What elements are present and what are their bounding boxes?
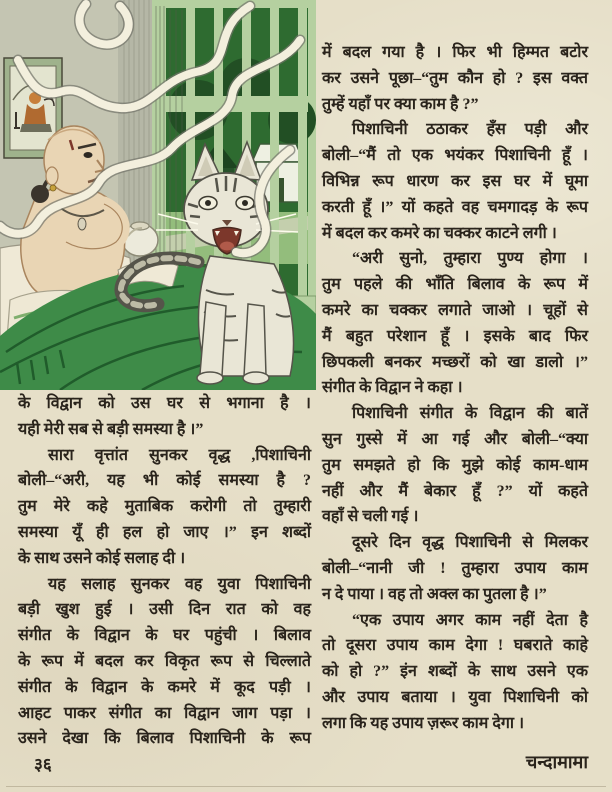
text-line: में बदल गया है । फिर भी हिम्मत बटोर [322,44,588,61]
text-line: में बदल कर कमरे का चक्कर काटने लगी । [322,224,557,242]
text-line: वहाँ से चली गई । [322,508,419,526]
text-line: के साथ उसने कोई सलाह दी । [18,549,186,567]
text-line: दूसरे दिन वृद्ध पिशाचिनी से मिलकर [352,534,588,552]
text-line: समस्या यूँ ही हल हो जाए ।” इन शब्दों [18,523,311,541]
text-line: तुम मेरे कहे मुताबिक करोगी तो तुम्हारी [18,498,311,516]
text-line: “एक उपाय अगर काम नहीं देता है [352,611,588,629]
text-line: संगीत के विद्वान ने कहा । [322,379,463,397]
left-text-column [18,391,311,752]
text-line: छिपकली बनकर मच्छरों को खा डालो ।” [322,353,588,371]
page-number: ३६ [34,755,52,774]
text-line: कमरे का चक्कर लगाते जाओ । चूहों से [322,301,588,319]
text-line: न दे पाया । वह तो अक्ल का पुतला है ।” [322,585,547,603]
text-line: और उपाय बताया । युवा पिशाचिनी को [322,688,588,706]
text-line: उसने देखा कि बिलाव पिशाचिनी के रूप [18,730,311,748]
illustration-svg [0,0,316,390]
text-line: विभिन्न रूप धारण कर इस घर में घूमा [322,172,588,190]
text-line: बोली–“नानी जी ! तुम्हारा उपाय काम [322,559,588,577]
text-line: के रूप में बदल कर विकृत रूप से चिल्लाते [18,652,311,670]
page-edge-line [6,786,606,787]
earring [50,185,56,191]
story-illustration [0,0,316,390]
text-line: सुन गुस्से में आ गई और बोली–“क्या [322,430,588,448]
text-line: कर उसने पूछा–“तुम कौन हो ? इस वक्त [322,69,588,87]
text-line: लगा कि यह उपाय ज़रूर काम देगा । [322,714,525,732]
page-footer [0,750,612,780]
text-line: के विद्वान को उस घर से भगाना है । [18,395,311,412]
text-line: बोली–“मैं तो एक भयंकर पिशाचिनी हूँ । [322,147,588,165]
text-line: बड़ी खुश हुई । उसी दिन रात को वह [18,601,311,619]
right-text-column [322,40,588,737]
text-line: “अरी सुनो, तुम्हारा पुण्य होगा । [352,250,588,268]
magazine-name: चन्दामामा [525,752,588,772]
ear [46,167,58,185]
text-line: यह सलाह सुनकर वह युवा पिशाचिनी [48,575,311,593]
text-line: तुम समझते हो कि मुझे कोई काम-धाम [322,456,588,474]
text-line: तो दूसरा उपाय काम देगा ! घबराते काहे [322,637,588,655]
text-line: संगीत के विद्वान के कमरे में कूद पड़ी । [18,678,311,696]
text-line: करती हूँ ।” यों कहते वह चमगादड़ के रूप [322,198,588,216]
text-line: यही मेरी सब से बड़ी समस्या है ।” [18,420,204,438]
text-line: मैं बहुत परेशान हूँ । इसके बाद फिर [322,327,588,345]
text-line: संगीत के विद्वान के घर पहुंची । बिलाव [18,627,311,645]
hair-knot [31,185,49,203]
text-line: बोली–“अरी, यह भी कोई समस्या है ? [18,472,311,490]
text-line: नहीं और मैं बेकार हूँ ?” यों कहते [322,482,588,500]
text-line: पिशाचिनी ठठाकर हँस पड़ी और [352,121,588,139]
text-line: पिशाचिनी संगीत के विद्वान की बातें [352,405,588,423]
text-line: तुम्हें यहाँ पर क्या काम है ?” [322,95,479,113]
text-line: तुम पहले की भाँति बिलाव के रूप में [322,276,588,294]
text-line: सारा वृत्तांत सुनकर वृद्ध ,पिशाचिनी [48,446,311,464]
text-line: को हो ?” इंन शब्दों के साथ उसने एक [322,663,588,681]
text-line: आहट पाकर संगीत का विद्वान जाग पड़ा । [18,704,311,722]
